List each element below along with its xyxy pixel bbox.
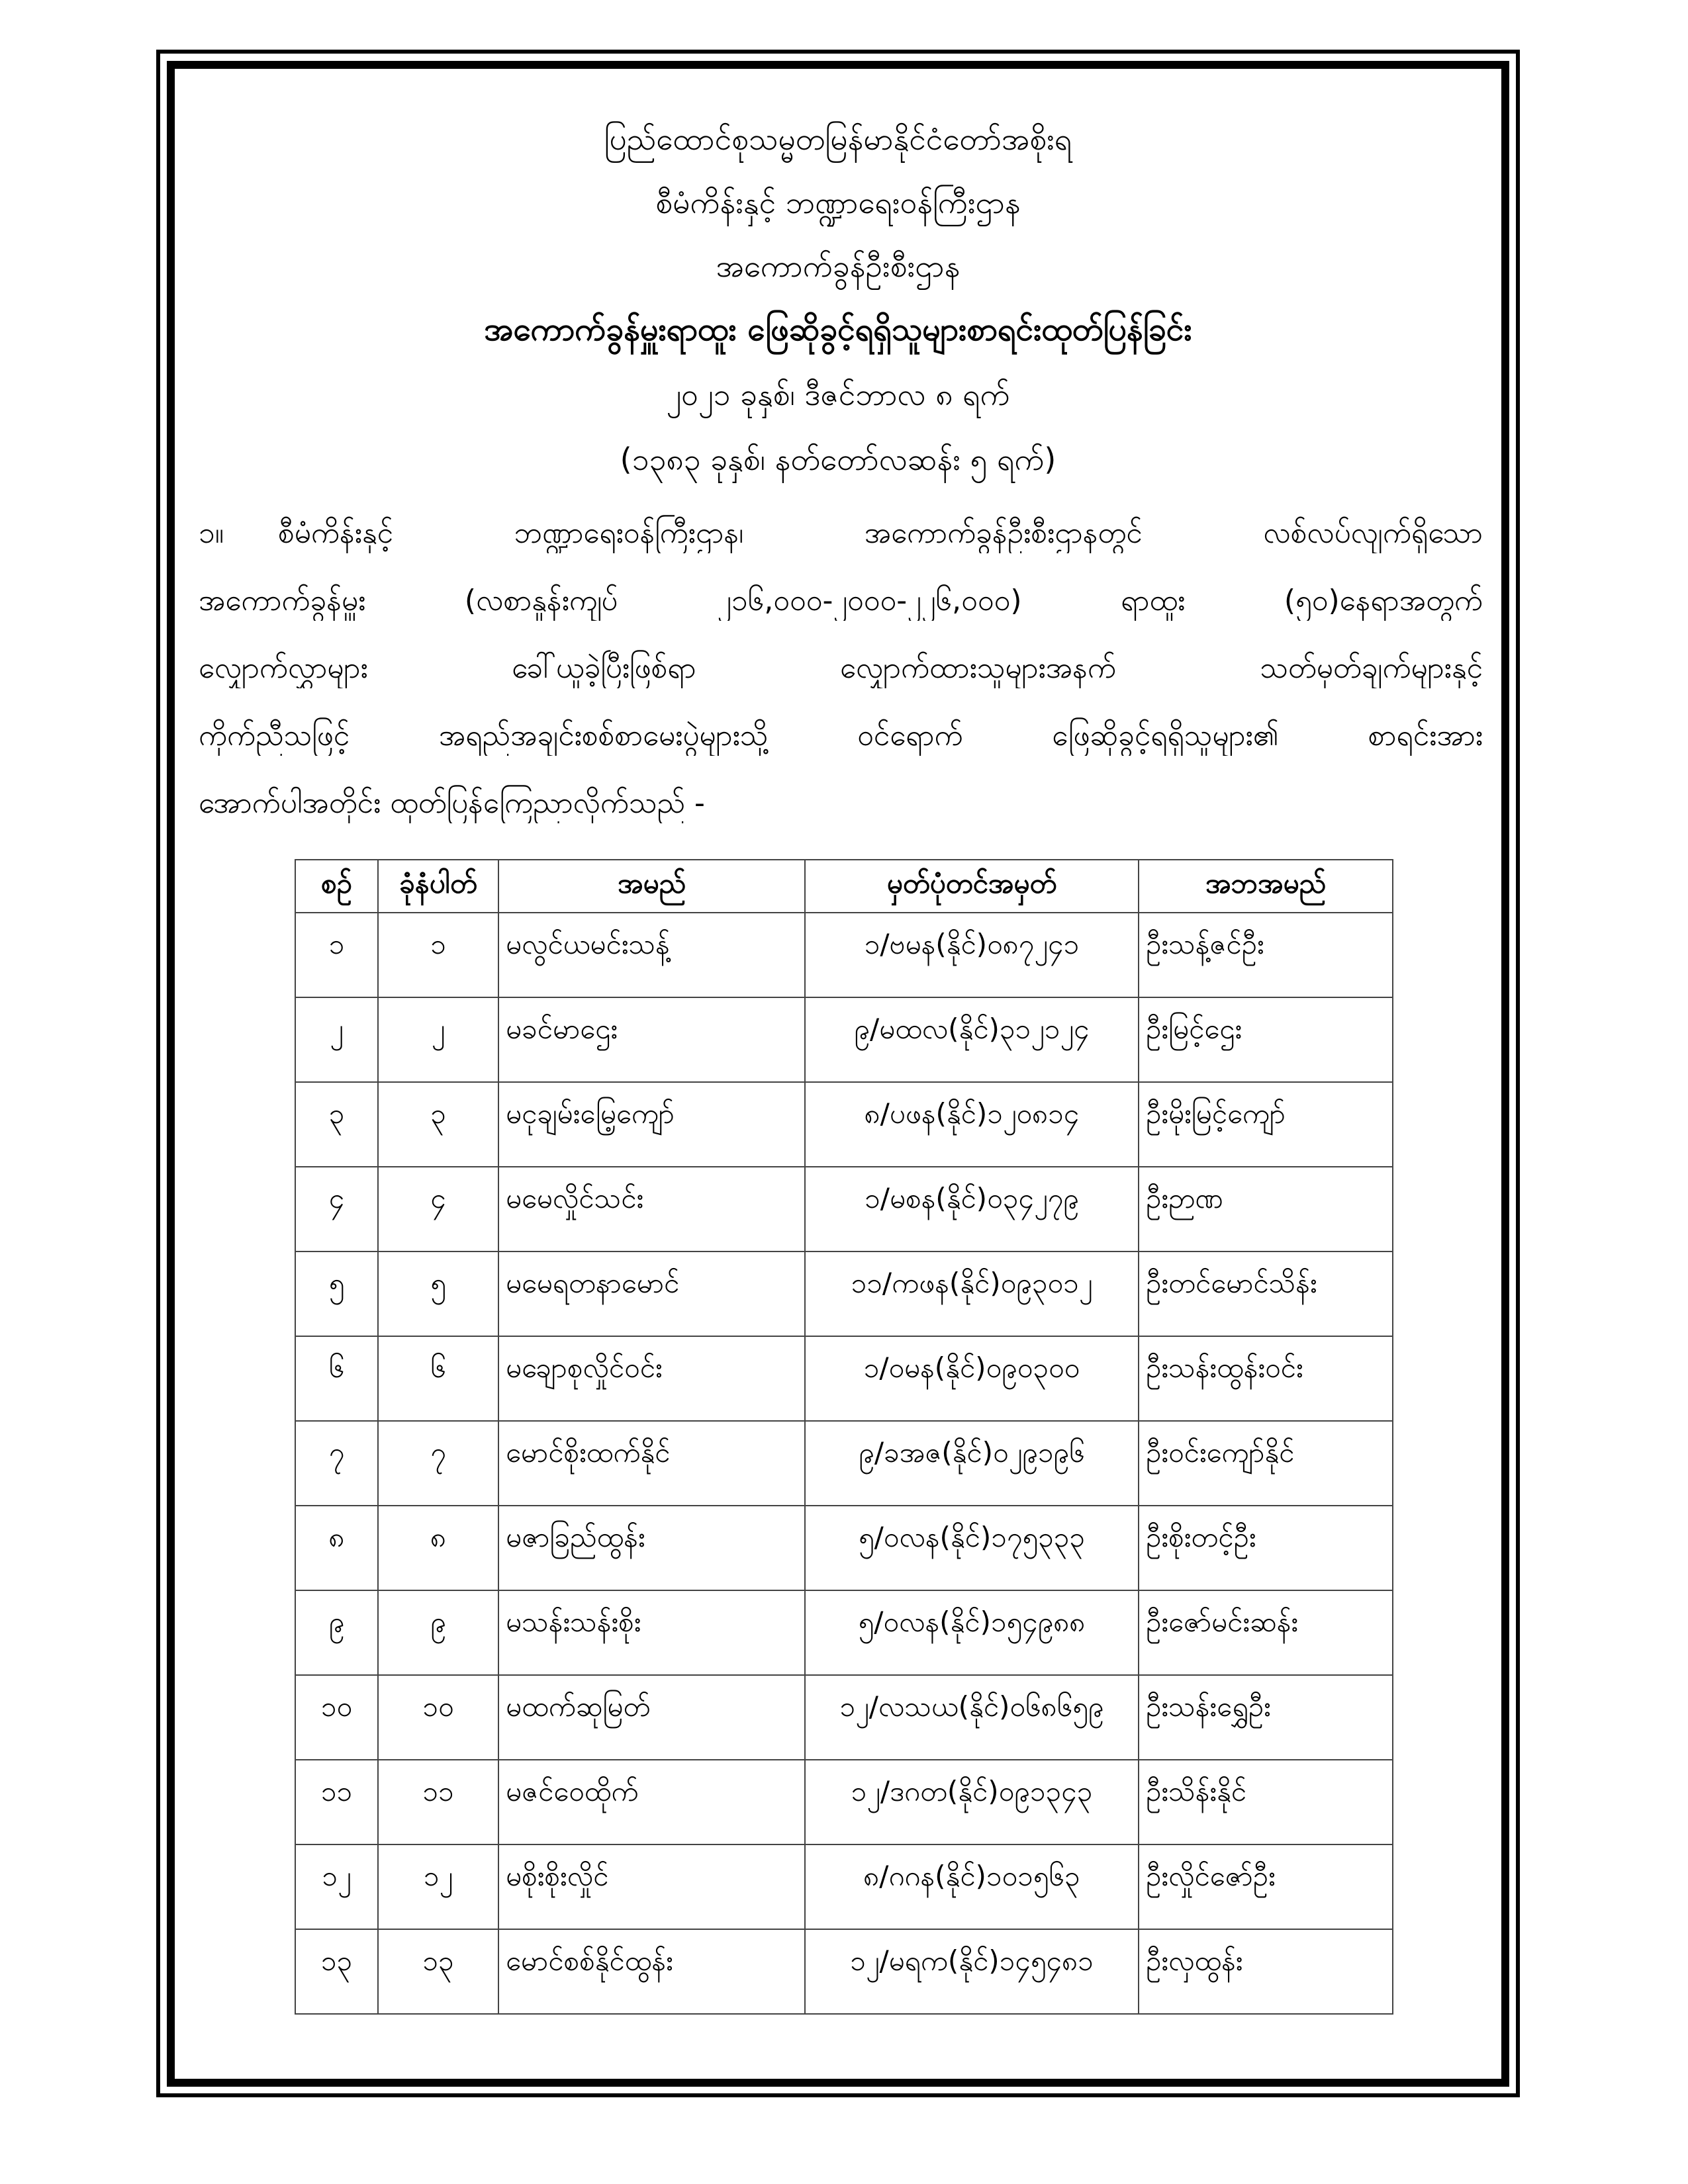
cell-nrc-number: ၁၂/မရက(နိုင်)၁၄၅၄၈၁ <box>805 1929 1139 2014</box>
cell-father-name: ဦးသိန်းနိုင် <box>1139 1760 1393 1844</box>
table-row <box>295 1506 1393 1590</box>
cell-seat-number: ၁၃ <box>378 1929 498 2014</box>
cell-father-name: ဦးဇော်မင်းဆန်း <box>1139 1590 1393 1675</box>
table-row <box>295 1590 1393 1675</box>
cell-father-name: ဦးစိုးတင့်ဦး <box>1139 1506 1393 1590</box>
cell-serial: ၇ <box>295 1421 378 1506</box>
cell-seat-number: ၇ <box>378 1421 498 1506</box>
table-row <box>295 1336 1393 1421</box>
cell-seat-number: ၁၀ <box>378 1675 498 1760</box>
table-row <box>295 1844 1393 1929</box>
cell-seat-number: ၃ <box>378 1082 498 1167</box>
candidates-table <box>295 859 1393 2015</box>
cell-name: မချောစုလှိုင်ဝင်း <box>498 1336 805 1421</box>
cell-father-name: ဦးသန်းထွန်းဝင်း <box>1139 1336 1393 1421</box>
cell-name: မမေလှိုင်သင်း <box>498 1167 805 1251</box>
cell-nrc-number: ၅/ဝလန(နိုင်)၁၇၅၃၃၃ <box>805 1506 1139 1590</box>
cell-serial: ၁၃ <box>295 1929 378 2014</box>
cell-father-name: ဦးသန်းရွှေဦး <box>1139 1675 1393 1760</box>
cell-seat-number: ၉ <box>378 1590 498 1675</box>
cell-nrc-number: ၅/ဝလန(နိုင်)၁၅၄၉၈၈ <box>805 1590 1139 1675</box>
cell-name: မခင်မာဌေး <box>498 997 805 1082</box>
date-gregorian: ၂၀၂၁ ခုနှစ်၊ ဒီဇင်ဘာလ ၈ ရက် <box>666 377 1010 412</box>
date-myanmar: (၁၃၈၃ ခုနှစ်၊ နတ်တော်လဆန်း ၅ ရက်) <box>620 441 1056 477</box>
cell-seat-number: ၄ <box>378 1167 498 1251</box>
table-row <box>295 1929 1393 2014</box>
table-row <box>295 997 1393 1082</box>
cell-name: မသန်းသန်းစိုး <box>498 1590 805 1675</box>
cell-seat-number: ၅ <box>378 1251 498 1336</box>
department-name: အကောက်ခွန်ဦးစီးဌာန <box>716 248 961 284</box>
cell-serial: ၂ <box>295 997 378 1082</box>
cell-seat-number: ၆ <box>378 1336 498 1421</box>
cell-nrc-number: ၁၂/လသယ(နိုင်)၀၆၈၆၅၉ <box>805 1675 1139 1760</box>
cell-nrc-number: ၉/မထလ(နိုင်)၃၁၂၁၂၄ <box>805 997 1139 1082</box>
paragraph-line: ကိုက်ညီသဖြင့် အရည်အချင်းစစ်စာမေးပွဲများသို့ ဝင်ရောက် ဖြေဆိုခွင့်ရရှိသူများ၏ စာရင်းအား <box>199 719 1483 752</box>
cell-seat-number: ၂ <box>378 997 498 1082</box>
cell-serial: ၅ <box>295 1251 378 1336</box>
cell-serial: ၁ <box>295 913 378 997</box>
cell-father-name: ဦးတင်မောင်သိန်း <box>1139 1251 1393 1336</box>
cell-name: မဇင်ဝေထိုက် <box>498 1760 805 1844</box>
paragraph-line: အောက်ပါအတိုင်း ထုတ်ပြန်ကြေညာလိုက်သည် - <box>199 786 705 820</box>
announcement-title: အကောက်ခွန်မှူးရာထူး ဖြေဆိုခွင့်ရရှိသူများစာရင်းထုတ်ပြန်ခြင်း <box>484 311 1192 348</box>
table-row <box>295 1082 1393 1167</box>
cell-seat-number: ၈ <box>378 1506 498 1590</box>
government-name: ပြည်ထောင်စုသမ္မတမြန်မာနိုင်ငံတော်အစိုးရ <box>604 121 1072 157</box>
table-row <box>295 1675 1393 1760</box>
paragraph-line: အကောက်ခွန်မှူး (လစာနှုန်းကျပ် ၂၁၆,၀၀၀-၂၀၀၀-၂၂၆,၀၀၀) ရာထူး (၅၀)နေရာအတွက် <box>199 584 1483 617</box>
header-father-name: အဘအမည် <box>1139 860 1393 913</box>
table-header-row <box>295 860 1393 913</box>
cell-father-name: ဦးလှိုင်ဇော်ဦး <box>1139 1844 1393 1929</box>
paragraph-line-text: စီမံကိန်းနှင့် ဘဏ္ဍာရေးဝန်ကြီးဌာန၊ အကောက်ခွန်ဦးစီးဌာနတွင် လစ်လပ်လျက်ရှိသော <box>278 516 1483 550</box>
cell-name: မလွင်ယမင်းသန့် <box>498 913 805 997</box>
cell-name: မောင်စိုးထက်နိုင် <box>498 1421 805 1506</box>
cell-name: မောင်စစ်နိုင်ထွန်း <box>498 1929 805 2014</box>
paragraph-number: ၁။ <box>199 516 224 550</box>
cell-serial: ၆ <box>295 1336 378 1421</box>
cell-name: မငုချမ်းမြေ့ကျော် <box>498 1082 805 1167</box>
cell-nrc-number: ၁၁/ကဖန(နိုင်)၀၉၃၀၁၂ <box>805 1251 1139 1336</box>
cell-serial: ၄ <box>295 1167 378 1251</box>
cell-nrc-number: ၉/ခအဇ(နိုင်)၀၂၉၁၉၆ <box>805 1421 1139 1506</box>
cell-seat-number: ၁၁ <box>378 1760 498 1844</box>
table-row <box>295 1760 1393 1844</box>
cell-nrc-number: ၈/ဂဂန(နိုင်)၁၀၁၅၆၃ <box>805 1844 1139 1929</box>
header-serial: စဉ် <box>295 860 378 913</box>
paragraph-line: လျှောက်လွှာများ ခေါ်ယူခဲ့ပြီးဖြစ်ရာ လျှောက်ထားသူများအနက် သတ်မှတ်ချက်များနှင့် <box>199 651 1483 685</box>
header-nrc-number: မှတ်ပုံတင်အမှတ် <box>805 860 1139 913</box>
table-row <box>295 913 1393 997</box>
table-row <box>295 1251 1393 1336</box>
cell-father-name: ဦးဝင်းကျော်နိုင် <box>1139 1421 1393 1506</box>
ministry-name: စီမံကိန်းနှင့် ဘဏ္ဍာရေးဝန်ကြီးဌာန <box>655 185 1021 220</box>
cell-father-name: ဦးမိုးမြင့်ကျော် <box>1139 1082 1393 1167</box>
cell-nrc-number: ၁၂/ဒဂတ(နိုင်)၀၉၁၃၄၃ <box>805 1760 1139 1844</box>
paragraph-line <box>199 514 1483 553</box>
cell-name: မစိုးစိုးလှိုင် <box>498 1844 805 1929</box>
cell-seat-number: ၁ <box>378 913 498 997</box>
table-row <box>295 1167 1393 1251</box>
cell-serial: ၁၁ <box>295 1760 378 1844</box>
header-seat-number: ခုံနံပါတ် <box>378 860 498 913</box>
cell-name: မထက်ဆုမြတ် <box>498 1675 805 1760</box>
cell-father-name: ဦးဉာဏ <box>1139 1167 1393 1251</box>
cell-nrc-number: ၈/ပဖန(နိုင်)၁၂၀၈၁၄ <box>805 1082 1139 1167</box>
cell-father-name: ဦးလှထွန်း <box>1139 1929 1393 2014</box>
cell-name: မမေရတနာမောင် <box>498 1251 805 1336</box>
cell-serial: ၃ <box>295 1082 378 1167</box>
cell-serial: ၁၂ <box>295 1844 378 1929</box>
cell-name: မဇာခြည်ထွန်း <box>498 1506 805 1590</box>
cell-serial: ၈ <box>295 1506 378 1590</box>
cell-father-name: ဦးသန့်ဇင်ဦး <box>1139 913 1393 997</box>
header-name: အမည် <box>498 860 805 913</box>
cell-seat-number: ၁၂ <box>378 1844 498 1929</box>
cell-nrc-number: ၁/မစန(နိုင်)၀၃၄၂၇၉ <box>805 1167 1139 1251</box>
cell-nrc-number: ၁/ဗမန(နိုင်)၀၈၇၂၄၁ <box>805 913 1139 997</box>
table-row <box>295 1421 1393 1506</box>
cell-nrc-number: ၁/ဝမန(နိုင်)၀၉၀၃၀၀ <box>805 1336 1139 1421</box>
cell-serial: ၁၀ <box>295 1675 378 1760</box>
cell-father-name: ဦးမြင့်ဌေး <box>1139 997 1393 1082</box>
cell-serial: ၉ <box>295 1590 378 1675</box>
